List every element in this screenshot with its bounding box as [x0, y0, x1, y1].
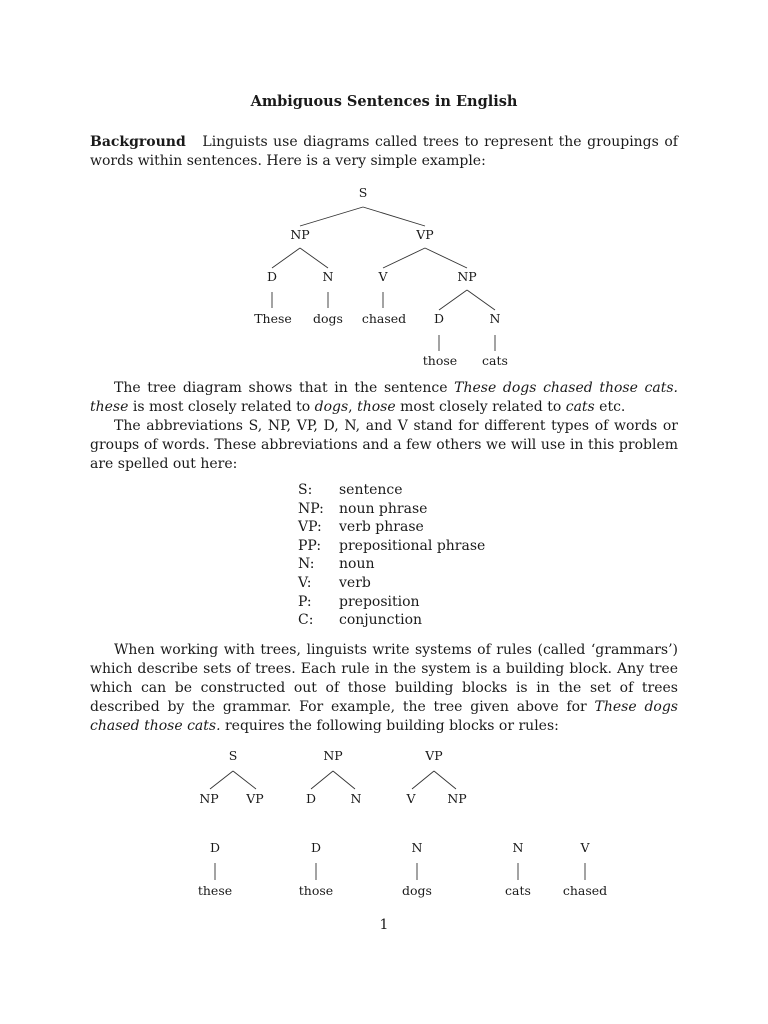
emphasis-word: cats	[565, 399, 595, 415]
rule-np-left: D	[305, 791, 317, 806]
node-np: NP	[290, 227, 310, 242]
text-run: etc.	[594, 399, 626, 415]
text-run: ,	[348, 399, 358, 415]
abbreviation-value: preposition	[339, 593, 420, 610]
lex-word: those	[298, 883, 334, 898]
node-n: N	[322, 269, 334, 284]
rule-s-edge-left	[210, 771, 233, 789]
abbreviation-value: sentence	[339, 482, 403, 498]
rule-vp-left: V	[406, 791, 416, 806]
lex-word: dogs	[402, 883, 432, 898]
example-sentence: These dogs chased those cats.	[454, 380, 678, 396]
lex-word: these	[197, 883, 233, 898]
lex-cat: N	[512, 840, 524, 855]
abbreviation-value: noun	[339, 556, 375, 573]
rule-s-left: NP	[199, 791, 219, 806]
rule-np-right: N	[350, 791, 362, 806]
abbreviation-key: V:	[298, 574, 312, 591]
example-sentence: These dogs chased those cats.	[90, 699, 678, 734]
word-these: These	[254, 311, 292, 326]
word-those: those	[422, 353, 458, 368]
abbreviation-key: PP:	[298, 537, 322, 554]
background-heading: Background	[90, 134, 186, 150]
abbreviation-value: verb phrase	[339, 519, 424, 536]
page-title: Ambiguous Sentences in English	[250, 93, 518, 110]
lex-cat: N	[411, 840, 423, 855]
node-d: D	[266, 269, 278, 284]
abbreviation-key: NP:	[298, 500, 324, 517]
node-vp: VP	[416, 227, 434, 242]
word-chased: chased	[361, 311, 407, 326]
abbreviation-value: conjunction	[339, 612, 423, 629]
abbreviation-value: verb	[339, 574, 371, 591]
lex-cat: V	[580, 840, 590, 855]
lex-word: chased	[562, 883, 608, 898]
node-np-object: NP	[457, 269, 477, 284]
word-cats: cats	[482, 353, 508, 368]
abbreviation-key: N:	[298, 556, 315, 573]
emphasis-word: these	[90, 399, 129, 415]
abbreviations-paragraph: The abbreviations S, NP, VP, D, N, and V stand for different types of words or groups of words. These abbreviations and a few others we will use in this problem are spelled out here:	[90, 418, 678, 472]
abbreviation-key: S:	[298, 482, 313, 498]
background-text: Linguists use diagrams called trees to represent the groupings of words within sentences. Here is a very simple example:	[90, 134, 678, 169]
text-run: most closely related to	[395, 399, 566, 415]
abbreviation-key: C:	[298, 612, 314, 629]
emphasis-word: those	[357, 399, 396, 415]
rule-vp-parent: VP	[425, 748, 443, 763]
abbreviation-value: noun phrase	[339, 500, 428, 517]
lex-word: cats	[505, 883, 531, 898]
node-s: S	[358, 185, 368, 200]
emphasis-word: dogs	[314, 399, 349, 415]
rule-vp-right: NP	[447, 791, 467, 806]
abbreviation-key: P:	[298, 593, 312, 610]
rule-vp-edge-left	[412, 771, 434, 789]
lex-cat: D	[209, 840, 221, 855]
text-run: is most closely related to	[128, 399, 315, 415]
rule-s-right: VP	[246, 791, 264, 806]
page-number: 1	[379, 917, 389, 933]
lex-cat: D	[310, 840, 322, 855]
node-v: V	[378, 269, 388, 284]
text-run: The tree diagram shows that in the sentence	[114, 380, 455, 396]
rule-np-parent: NP	[323, 748, 343, 763]
rule-s-parent: S	[228, 748, 238, 763]
node-d-object: D	[433, 311, 445, 326]
word-dogs: dogs	[313, 311, 343, 326]
node-n-object: N	[489, 311, 501, 326]
text-run: When working with trees, linguists write systems of rules (called ‘grammars’) which describe sets of trees. Each rule in the system is a building block. Any tree which can be constructed out of those building blocks is in the set of trees described by the grammar. For example, the tree given above for	[90, 642, 678, 715]
rule-s-edge-right	[233, 771, 256, 789]
abbreviation-value: prepositional phrase	[339, 537, 486, 554]
rule-np-edge-right	[333, 771, 355, 789]
abbreviation-key: VP:	[298, 519, 322, 536]
rule-vp-edge-right	[434, 771, 456, 789]
rule-np-edge-left	[311, 771, 333, 789]
text-run: requires the following building blocks or rules:	[220, 718, 559, 734]
